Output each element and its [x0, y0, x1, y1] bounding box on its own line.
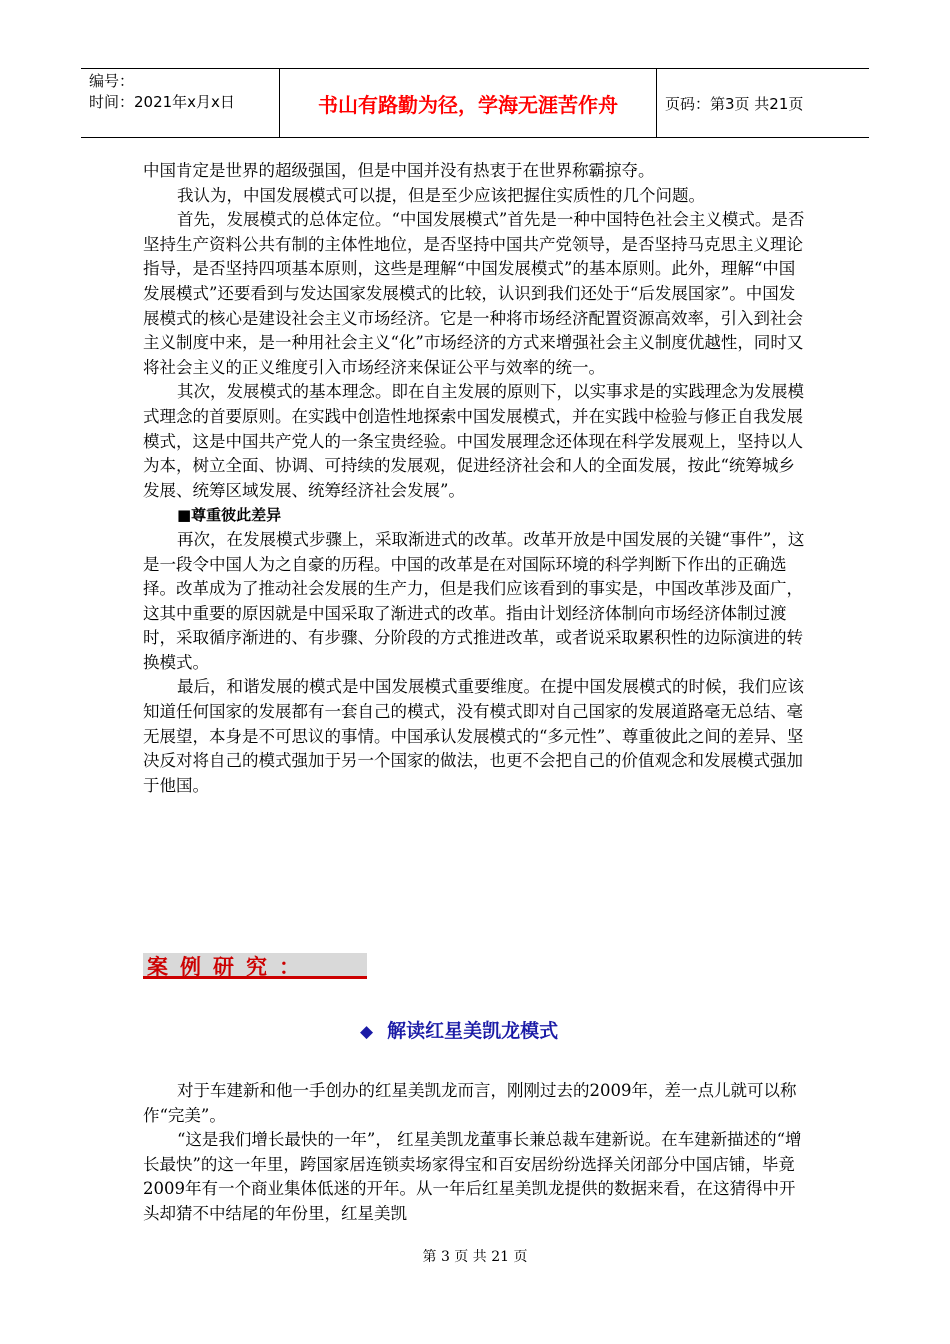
main-body	[143, 159, 809, 798]
section-subheading: ■尊重彼此差异	[177, 506, 282, 525]
page-footer: 第 3 页 共 21 页	[422, 1249, 528, 1265]
paragraph: 中国肯定是世界的超级强国，但是中国并没有热衷于在世界称霸掠夺。	[143, 161, 655, 180]
header-meta	[81, 69, 280, 137]
paragraph: 我认为，中国发展模式可以提，但是至少应该把握住实质性的几个问题。	[177, 185, 705, 205]
paragraph: “这是我们增长最快的一年”， 红星美凯龙董事长兼总裁车建新说。在车建新描述的“增长最快”的这一年里，跨国家居连锁卖场家得宝和百安居纷纷选择关闭部分中国店铺，毕竟2009年有一个商业集体低迷的开年。从一年后红星美凯龙提供的数据来看，在这猜得中开头却猜不中结尾的年份里，红星美凯	[143, 1130, 802, 1223]
header-motto: 书山有路勤为径，学海无涯苦作舟	[280, 69, 657, 137]
paragraph: 对于车建新和他一手创办的红星美凯龙而言，刚刚过去的2009年，差一点儿就可以称作“完美”。	[143, 1081, 797, 1125]
paragraph: 最后，和谐发展的模式是中国发展模式重要维度。在提中国发展模式的时候，我们应该知道任何国家的发展都有一套自己的模式，没有模式即对自己国家的发展道路毫无总结、毫无展望，本身是不可思议的事情。中国承认发展模式的“多元性”、尊重彼此之间的差异、坚决反对将自己的模式强加于另一个国家的做法，也更不会把自己的价值观念和发展模式强加于他国。	[143, 677, 804, 795]
case-study-title	[360, 1016, 558, 1043]
header-page-info: 页码：第3页 共21页	[665, 94, 804, 113]
case-study-label: 案例研究：	[143, 953, 367, 979]
paragraph: 再次，在发展模式步骤上，采取渐进式的改革。改革开放是中国发展的关键“事件”，这是一段令中国人为之自豪的历程。中国的改革是在对国际环境的科学判断下作出的正确选择。改革成为了推动社会发展的生产力，但是我们应该看到的事实是，中国改革涉及面广，这其中重要的原因就是中国采取了渐进式的改革。指由计划经济体制向市场经济体制过渡时，采取循序渐进的、有步骤、分阶段的方式推进改革，或者说采取累积性的边际演进的转换模式。	[143, 529, 805, 672]
paragraph: 首先，发展模式的总体定位。“中国发展模式”首先是一种中国特色社会主义模式。是否坚持生产资料公共有制的主体性地位，是否坚持中国共产党领导，是否坚持马克思主义理论指导，是否坚持四项基本原则，这些是理解“中国发展模式”的基本原则。此外，理解“中国发展模式”还要看到与发达国家发展模式的比较，认识到我们还处于“后发展国家”。中国发展模式的核心是建设社会主义市场经济。它是一种将市场经济配置资源高效率，引入到社会主义制度中来，是一种用社会主义“化”市场经济的方式来增强社会主义制度优越性，同时又将社会主义的正义维度引入市场经济来保证公平与效率的统一。	[143, 210, 805, 377]
diamond-bullet-icon: ◆	[360, 1022, 374, 1042]
code-label: 编号：	[89, 72, 135, 90]
case-study-title-text: 解读红星美凯龙模式	[387, 1020, 559, 1042]
paragraph: 其次，发展模式的基本理念。即在自主发展的原则下，以实事求是的实践理念为发展模式理念的首要原则。在实践中创造性地探索中国发展模式，并在实践中检验与修正自我发展模式，这是中国共产党人的一条宝贵经验。中国发展理念还体现在科学发展观上，坚持以人为本，树立全面、协调、可持续的发展观，促进经济社会和人的全面发展，按此“统筹城乡发展、统筹区域发展、统筹经济社会发展”。	[143, 382, 804, 500]
time-label: 时间：2021年x月x日	[89, 93, 235, 111]
case-study-body	[143, 1079, 809, 1227]
page-header	[81, 68, 869, 138]
